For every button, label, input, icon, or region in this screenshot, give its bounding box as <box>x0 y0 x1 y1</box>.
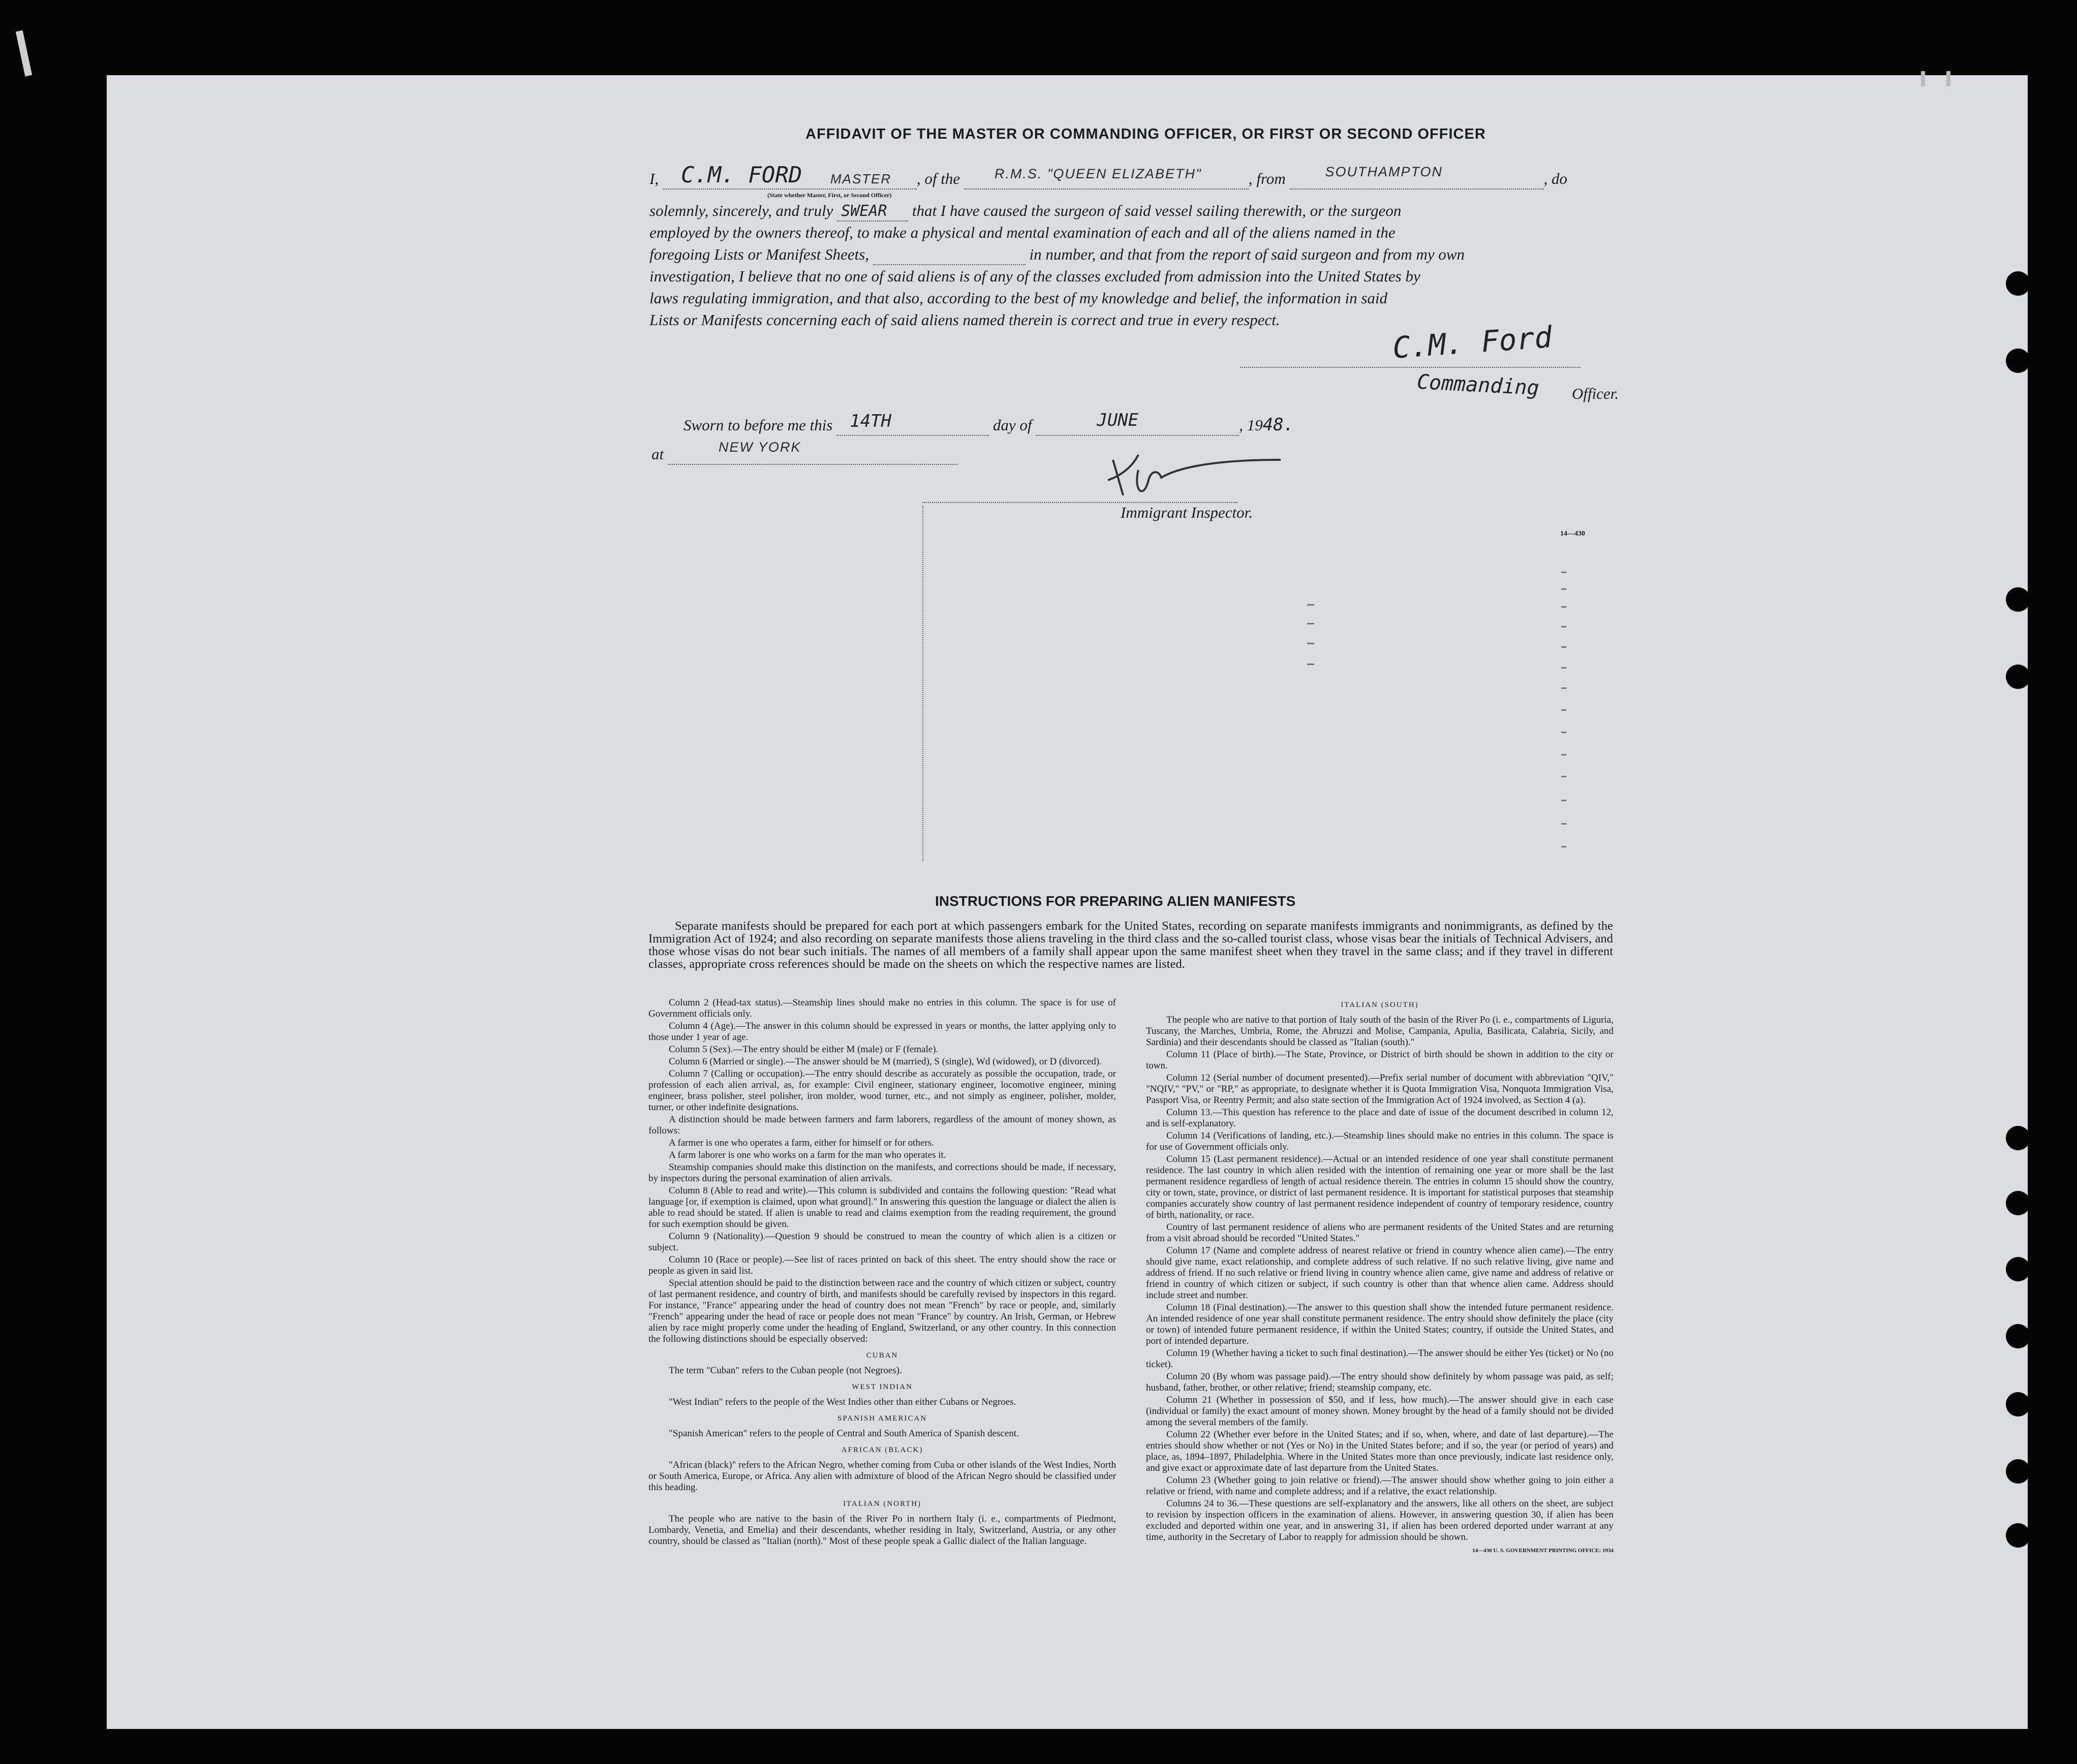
column-tick <box>1561 572 1566 573</box>
instruction-paragraph: A farmer is one who operates a farm, either for himself or for others. <box>669 1138 934 1148</box>
film-edge-mark <box>16 30 32 77</box>
punch-hole <box>2006 1191 2030 1215</box>
swear-field <box>837 202 908 222</box>
affidavit-text: that I have caused the surgeon of said vessel sailing therewith, or the surgeon <box>912 202 1402 219</box>
punch-hole <box>2006 1126 2030 1150</box>
punch-hole <box>2006 1459 2030 1484</box>
instruction-paragraph: "West Indian" refers to the people of the West Indies other than either Cubans or Negroes. <box>669 1397 1016 1407</box>
instruction-paragraph: Columns 24 to 36.—These questions are self-explanatory and the answers, like all others on the sheet, are subject to revision by inspection officers in the examination of aliens. However, in answering question 30, if alien has been excluded and deported within one year, and in answering 31, if alien has been ordered deported under warrant at any time, authority in the Secretary of Labor to reapply for admission should be shown. <box>1146 1498 1614 1542</box>
section-heading: SPANISH AMERICAN <box>837 1414 927 1423</box>
instruction-paragraph: Column 18 (Final destination).—The answer to this question shall show the intended future permanent residence. An intended residence of one year shall constitute permanent residence. The entry should show definitely the place (city or town) of intended future permanent residence, if within the United States; country, if outside the United States, and port of intended departure. <box>1146 1302 1614 1346</box>
affidavit-i: I, <box>649 170 659 187</box>
instruction-paragraph: Column 2 (Head-tax status).—Steamship lines should make no entries in this column. The space is for use of Government officials only. <box>648 997 1116 1019</box>
form-number: 14—430 <box>1560 530 1585 538</box>
of-the-label: , of the <box>916 170 960 187</box>
at-text: at <box>652 445 664 463</box>
vessel-field <box>964 166 1249 190</box>
instruction-paragraph: Column 19 (Whether having a ticket to such final destination).—The answer should be either Yes (ticket) or No (no ticket). <box>1146 1348 1614 1370</box>
affidavit-text: in number, and that from the report of said surgeon and from my own <box>1029 245 1465 263</box>
section-heading: WEST INDIAN <box>852 1383 913 1391</box>
column-tick <box>1307 623 1314 624</box>
instruction-paragraph: Column 11 (Place of birth).—The State, Province, or District of birth should be shown in addition to the city or town. <box>1146 1049 1614 1071</box>
instruction-paragraph: Column 8 (Able to read and write).—This column is subdivided and contains the following question: "Read what language [or, if exemption is claimed, upon what ground]." In answering this question the language or dialect the alien is able to read should be stated. If alien is unable to read and claims exemption from the reading requirement, the ground for such exemption should be given. <box>648 1185 1116 1230</box>
punch-hole <box>2006 587 2030 612</box>
instruction-paragraph: Column 20 (By whom was passage paid).—The entry should show definitely by whom passage was paid, as self; husband, father, brother, or other relative; friend; steamship company, etc. <box>1146 1371 1614 1393</box>
instruction-paragraph: Column 13.—This question has reference to the place and date of issue of the document described in column 12, and is self-explanatory. <box>1146 1107 1614 1129</box>
instruction-paragraph: Column 17 (Name and complete address of nearest relative or friend in country whence alien came).—The entry should give name, exact relationship, and complete address of such relative. If no such relative living, give name and address of friend. If no such relative or friend living in country whence alien came, give name and address of relative or friend in country of which citizen or subject, if such country is other than that whence alien came. Address should include street and number. <box>1146 1245 1614 1301</box>
column-tick <box>1561 776 1566 777</box>
column-tick <box>1561 709 1566 711</box>
instruction-paragraph: Column 5 (Sex).—The entry should be either M (male) or F (female). <box>669 1044 939 1055</box>
film-edge-mark <box>1946 71 1950 86</box>
instruction-paragraph: Column 4 (Age).—The answer in this column should be expressed in years or months, the latter applying only to those under 1 year of age. <box>648 1021 1116 1043</box>
swear-word: SWEAR <box>841 202 887 220</box>
officer-rank: MASTER <box>830 171 892 186</box>
instruction-paragraph: "African (black)" refers to the African Negro, whether coming from Cuba or other islands of the West Indies, North or South America, Europe, or Africa. Any alien with admixture of blood of the African Negro should be classified under this heading. <box>648 1460 1116 1493</box>
column-tick <box>1561 800 1566 801</box>
day-field <box>836 411 989 436</box>
column-tick <box>1561 687 1566 689</box>
rank-note: (State whether Master, First, or Second Officer) <box>767 192 892 199</box>
punch-hole <box>2006 1523 2030 1548</box>
column-tick <box>1307 604 1314 606</box>
instruction-paragraph: Column 21 (Whether in possession of $50, and if less, how much).—The answer should give in each case (individual or family) the exact amount of money shown. Money brought by the head of a family should not be divided among the several members of the family. <box>1146 1395 1614 1428</box>
affidavit-line-1 <box>649 162 1615 190</box>
month-field <box>1036 410 1239 436</box>
instruction-paragraph: Steamship companies should make this distinction on the manifests, and corrections should be made, if necessary, by inspectors during the personal examination of alien arrivals. <box>648 1162 1116 1184</box>
punch-hole <box>2006 271 2030 296</box>
affidavit-line-7: Lists or Manifests concerning each of said aliens named therein is correct and true in every respect. <box>649 311 1280 329</box>
officer-name: C.M. FORD <box>680 162 802 188</box>
printing-office-footer: 14—430 U. S. GOVERNMENT PRINTING OFFICE: 1934 <box>1472 1548 1614 1554</box>
instruction-paragraph: Special attention should be paid to the distinction between race and the country of which citizen or subject, country of last permanent residence, and country of birth, and manifests should be carefully revised by inspectors in this regard. For instance, "France" appearing under the head of country does not mean "French" by race or people, and, similarly "French" appearing under the head of race or people does not mean "France" by country. An Irish, German, or Hebrew alien by race might properly come under the heading of England, Switzerland, or any other country. In this connection the following distinctions should be especially observed: <box>648 1278 1116 1344</box>
instruction-paragraph: Column 10 (Race or people).—See list of races printed on back of this sheet. The entry should show the race or people as given in said list. <box>648 1254 1116 1276</box>
from-label: , from <box>1248 170 1286 187</box>
sworn-line <box>684 410 1294 436</box>
day-of-text: day of <box>993 416 1032 434</box>
section-heading: AFRICAN (BLACK) <box>841 1446 923 1454</box>
sworn-month: JUNE <box>1097 410 1139 430</box>
column-tick <box>1307 664 1314 665</box>
instruction-paragraph: A farm laborer is one who works on a farm for the man who operates it. <box>669 1150 946 1160</box>
column-tick <box>1561 732 1566 733</box>
instruction-paragraph: The people who are native to that portion of Italy south of the basin of the River Po (i. e., compartments of Liguria, Tuscany, the Marches, Umbria, Rome, the Abruzzi and Molise, Campania, Apulia, Basilicata, Calabria, Sicily, and Sardinia) and their descendants should be classed as "Italian (south)." <box>1146 1015 1614 1048</box>
affidavit-title: AFFIDAVIT OF THE MASTER OR COMMANDING OFFICER, OR FIRST OR SECOND OFFICER <box>805 126 1486 142</box>
sworn-day: 14TH <box>850 411 891 431</box>
column-tick <box>1561 626 1566 627</box>
affidavit-text: foregoing Lists or Manifest Sheets, <box>649 245 869 263</box>
instruction-paragraph: The term "Cuban" refers to the Cuban people (not Negroes). <box>669 1365 902 1376</box>
instruction-paragraph: A distinction should be made between farmers and farm laborers, regardless of the amount of money shown, as follows: <box>648 1114 1116 1136</box>
section-heading: CUBAN <box>866 1351 898 1360</box>
instruction-paragraph: The people who are native to the basin of the River Po in northern Italy (i. e., compartments of Piedmont, Lombardy, Venetia, and Emelia) and their descendants, whether residing in Italy, Switzerland, Austria, or any other country, should be classed as "Italian (north)." Most of these people speak a Gallic dialect of the Italian language. <box>648 1514 1116 1547</box>
sworn-place: NEW YORK <box>718 439 801 455</box>
inspector-title: Immigrant Inspector. <box>1121 503 1253 521</box>
instructions-left-column <box>648 997 1116 1548</box>
officer-name-field <box>663 162 917 190</box>
column-tick <box>1561 606 1566 608</box>
column-tick <box>1561 588 1566 590</box>
port-name: SOUTHAMPTON <box>1325 164 1443 179</box>
column-tick <box>1561 846 1566 847</box>
affidavit-line-4 <box>649 243 1465 265</box>
column-tick <box>1561 646 1566 648</box>
instruction-paragraph: Column 22 (Whether ever before in the United States; and if so, when, where, and date of last departure).—The entries should show whether or not (Yes or No) in the United States before; and if so, the year (or period of years) and place, as, 1894–1897, Philadelphia. Where in the United States more than once previously, indicate last residence only, and give exact or approximate date of last departure from the United States. <box>1146 1429 1614 1473</box>
punch-hole <box>2006 1392 2030 1416</box>
column-tick <box>1561 823 1566 825</box>
instruction-paragraph: Column 14 (Verifications of landing, etc.).—Steamship lines should make no entries in this column. The space is for use of Government officials only. <box>1146 1130 1614 1152</box>
signer-title-handwritten: Commanding <box>1416 370 1540 400</box>
instruction-paragraph: Column 12 (Serial number of document presented).—Prefix serial number of document with abbreviation "QIV," "NQIV," "PV," or "RP," as appropriate, to designate whether it is Quota Immigration Visa, Nonquota Immigration Visa, Passport Visa, or Reentry Permit; and also state section of the Immigration Act of 1924 involved, as Section 4 (a). <box>1146 1073 1614 1106</box>
film-edge-mark <box>1921 71 1925 86</box>
instructions-intro: Separate manifests should be prepared for each port at which passengers embark for the United States, recording on separate manifests immigrants and nonimmigrants, as defined by the Immigration Act of 1924; and also recording on separate manifests those aliens traveling in the third class and the so-called tourist class, whose visas bear the initials of Technical Advisers, and those whose visas do not bear such initials. The names of all members of a family shall appear upon the same manifest sheet when they travel in the same class; and if they travel in different classes, appropriate cross references should be made on the sheets on which the respective names are listed. <box>648 919 1613 971</box>
affidavit-line-5: investigation, I believe that no one of said aliens is of any of the classes excluded from admission into the United States by <box>649 267 1420 285</box>
place-field <box>668 439 957 465</box>
instruction-paragraph: Country of last permanent residence of aliens who are permanent residents of the United States and are returning from a visit abroad should be recorded "United States." <box>1146 1222 1614 1244</box>
instruction-paragraph: Column 9 (Nationality).—Question 9 should be construed to mean the country of which alien is a citizen or subject. <box>648 1231 1116 1253</box>
year-prefix: , 19 <box>1239 416 1263 434</box>
section-heading: ITALIAN (NORTH) <box>843 1500 922 1508</box>
sworn-year: 48. <box>1262 415 1294 435</box>
punch-hole <box>2006 1257 2030 1281</box>
vessel-name: R.M.S. "QUEEN ELIZABETH" <box>994 166 1202 181</box>
officer-signature: C.M. Ford <box>1391 320 1554 365</box>
signature-line <box>1240 367 1580 368</box>
instruction-paragraph: Column 7 (Calling or occupation).—The entry should describe as accurately as possible the occupation, trade, or profession of each alien arrival, as, for example: Civil engineer, stationary engineer, locomotive engineer, mining engineer, brass polisher, steel polisher, iron molder, wood turner, etc., and not simply as engineer, polisher, molder, turner, or other indefinite designations. <box>648 1068 1116 1113</box>
punch-hole <box>2006 1324 2030 1348</box>
instruction-paragraph: Column 6 (Married or single).—The answer should be M (married), S (single), Wd (widowed), or D (divorced). <box>669 1056 1102 1067</box>
punch-hole <box>2006 665 2030 689</box>
column-tick <box>1561 667 1566 669</box>
sworn-text: Sworn to before me this <box>684 416 833 434</box>
instruction-paragraph: Column 15 (Last permanent residence).—Actual or an intended residence of one year shall constitute permanent residence. The last country in which alien resided with the intention of remaining one year or more shall be the last permanent residence regardless of length of actual residence therein. The entries in column 15 should show the country, city or town, state, province, or district of last permanent residence. It is important for statistical purposes that steamship companies accurately show country of last permanent residence independent of country of temporary residence, country of birth, nationality, or race. <box>1146 1154 1614 1220</box>
column-guide <box>922 506 923 861</box>
at-line <box>652 439 957 465</box>
instructions-right-column <box>1146 997 1614 1556</box>
affidavit-line-6: laws regulating immigration, and that also, according to the best of my knowledge and belief, the information in said <box>649 289 1388 307</box>
instruction-paragraph: "Spanish American" refers to the people of Central and South America of Spanish descent. <box>669 1428 1019 1439</box>
column-tick <box>1561 754 1566 755</box>
port-field <box>1290 164 1544 190</box>
column-tick <box>1307 643 1314 644</box>
do-label: , do <box>1543 170 1567 187</box>
section-heading: ITALIAN (SOUTH) <box>1341 1001 1419 1009</box>
instructions-title: INSTRUCTIONS FOR PREPARING ALIEN MANIFESTS <box>935 893 1296 909</box>
punch-hole <box>2006 349 2030 373</box>
number-field <box>873 249 1026 265</box>
affidavit-text: solemnly, sincerely, and truly <box>649 202 833 219</box>
instruction-paragraph: Column 23 (Whether going to join relative or friend).—The answer should show whether going to join either a relative or friend, with name and complete address; and if a relative, the exact relationship. <box>1146 1475 1614 1497</box>
signer-title: Officer. <box>1572 385 1619 402</box>
affidavit-line-2 <box>649 200 1401 222</box>
affidavit-line-3: employed by the owners thereof, to make a physical and mental examination of each and all of the aliens named in the <box>649 224 1396 241</box>
